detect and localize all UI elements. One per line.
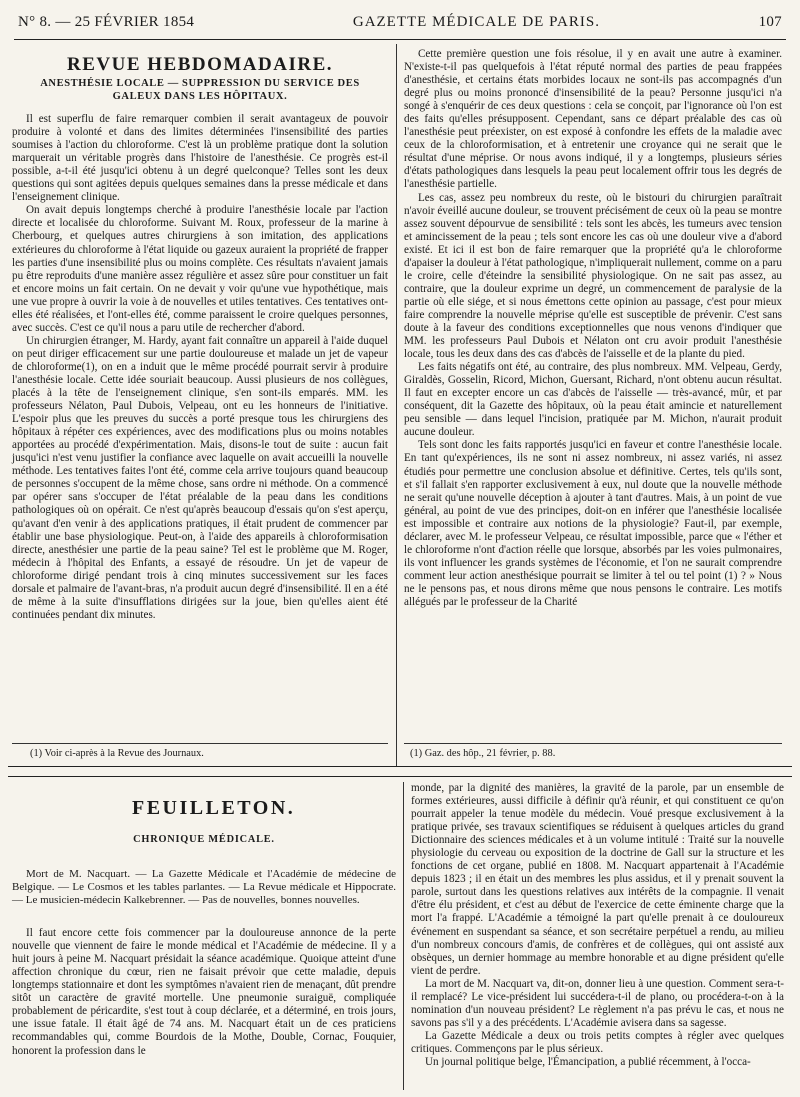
journal-title: GAZETTE MÉDICALE DE PARIS.	[352, 14, 600, 30]
paragraph: Les faits négatifs ont été, au contraire, des plus nombreux. MM. Velpeau, Gerdy, Giraldès, Gosselin, Ricord, Michon, Guersant, Richard, n'ont obtenu aucun résultat. Il faut en excepter encore un cas d'abcès de l'aisselle — très-avancé, mûr, et par conséquent, dit la Gazette des hôpitaux, où la peau était amincie et naturellement peu sensible — dans lequel l'incision, pratiquée par M. Michon, n'aurait produit aucune douleur.	[404, 361, 782, 439]
paragraph: Un chirurgien étranger, M. Hardy, ayant fait connaître un appareil à l'aide duquel on peut diriger efficacement sur une partie douloureuse et malade un jet de vapeur de chloroforme(1), on en a induit que le même procédé pourrait servir à produire l'anesthésie locale. Cette idée souriait beaucoup. Aussi plusieurs de nos collègues, placés à la tête de l'enseignement clinique, s'en sont-ils emparés. MM. les professeurs Nélaton, Paul Dubois, Velpeau, ont eu les honneurs de l'initiative. L'espoir plus que les preuves du succès a porté presque tous les chirurgiens des hôpitaux à répéter ces expériences, avec des modifications plus ou moins notables apportées au procédé d'expérimentation. Mais, disons-le tout de suite : aucun fait jusqu'ici n'est venu justifier la confiance avec laquelle on avait accueilli la nouvelle méthode. Les tentatives faites l'ont été, comme cela arrive toujours quand beaucoup de personnes s'occupent de la même chose, sans ordre ni méthode. On a commencé par opérer sans s'occuper de l'état préalable de la peau dans les conditions pathologiques où on opérait. Ce n'est qu'après beaucoup d'essais qu'on s'est aperçu, qu'avant d'en venir à des applications pratiques, il était prudent de commencer par établir une base physiologique. Peut-on, à l'aide des appareils à chloroformisation directe, anesthésier une partie de la peau saine? Tel est le problème que M. Roger, médecin à l'hôpital des Enfants, a essayé de résoudre. Un jet de vapeur de chloroforme dirigé pendant trois à cinq minutes successivement sur les faces dorsale et palmaire de l'avant-bras, n'a produit aucun degré d'insensibilité. Il en a été de même à la suite d'insufflations dirigées sur la joue, bien qu'elles aient été continuées pendant dix minutes.	[12, 334, 388, 621]
paragraph: Les cas, assez peu nombreux du reste, où le bistouri du chirurgien paraîtrait n'avoir éveillé aucune douleur, se trouvent précisément de ceux où la peau se montre assez souvent dépourvue de sensibilité : tels sont les abcès, les tumeurs avec tension et amincissement de la peau ; tels sont encore les cas où une douleur vive a d'abord existé. Et ici il est bon de faire remarquer que la propriété qu'a le chloroforme d'apaiser la douleur à l'état pathologique, n'impliquerait nullement, comme on a paru le croire, celle d'éteindre la sensibilité physiologique. On ne sait pas assez, au contraire, que la douleur exprime un degré, un commencement de paralysie de la partie où elle siége, et si nous émettons cette opinion au passage, c'est pour mieux faire comprendre la nouvelle méprise qu'elle est susceptible de prévenir. C'est sans doute à la faveur des conditions exceptionnelles que nous venons d'indiquer que MM. les professeurs Paul Dubois et Nélaton ont cru avoir produit l'anesthésie locale, tous les deux dans des cas d'abcès de l'aisselle et de la plante du pied.	[404, 191, 782, 361]
footnote-rule-left	[12, 743, 388, 744]
footnote-rule-right	[404, 743, 782, 744]
paragraph: Il est superflu de faire remarquer combien il serait avantageux de pouvoir produire à volonté et dans des limites déterminées l'insensibilité des parties soumises à l'action du chloroforme. C'est là un problème pratique dont la solution marquerait un véritable progrès dans l'histoire de l'anesthésie. Ce progrès est-il possible, a-t-il été jusqu'ici obtenu à un degré quelconque? Telles sont les deux questions qui sont agitées depuis quelques semaines dans la presse médicale et dans l'enseignement clinique.	[12, 113, 388, 204]
feuilleton-left-column	[12, 788, 396, 1058]
revue-left-column	[12, 52, 388, 622]
revue-title: REVUE HEBDOMADAIRE.	[66, 54, 334, 75]
revue-right-column	[404, 48, 782, 609]
paragraph: On avait depuis longtemps cherché à produire l'anesthésie locale par l'action directe et localisée du chloroforme. Suivant M. Roux, professeur de la marine à Cherbourg, et quelques autres chirurgiens à son imitation, des applications extérieures du chloroforme à l'état liquide ou gazeux auraient la propriété de frapper les parties d'une insensibilité plus ou moins complète. Ces résultats n'avaient jamais pu être reproduits d'une manière assez régulière et assez sûre pour constituer un fait et encore moins un fait certain. On ne devait y voir qu'une vue hypothétique, mais une vue propre à ouvrir la voie à de nouvelles et utiles tentatives. Ces tentatives ont-elles été réalisées, et l'ont-elles été, comme paraissent le croire quelques personnes, avec succès. C'est ce qu'il nous a paru utile de rechercher d'abord.	[12, 204, 388, 334]
header-rule	[14, 39, 786, 40]
chronique-heading: CHRONIQUE MÉDICALE.	[133, 834, 275, 846]
paragraph: La mort de M. Nacquart va, dit-on, donner lieu à une question. Comment sera-t-il remplacé? Le vice-président lui succédera-t-il de plano, ou procédera-t-on à la nomination d'un nouveau président? Le règlement n'a pas prévu le cas, et nous ne savons pas s'il y a des précédents. L'Académie avisera dans sa sagesse.	[411, 977, 784, 1029]
paragraph: Tels sont donc les faits rapportés jusqu'ici en faveur et contre l'anesthésie locale. En tant qu'expériences, ils ne sont ni assez nombreux, ni assez variés, ni assez étudiés pour permettre une conclusion absolue et définitive. Certes, tels qu'ils sont, et s'il fallait s'en rapporter exclusivement à eux, nul doute que la nouvelle méthode ne serait qu'une nouvelle déception à ajouter à tant d'autres. Mais, à un point de vue général, au point de vue des principes, doit-on en inférer que l'anesthésie localisée est impossible et contraire aux notions de la physiologie? Faut-il, par exemple, déclarer, avec M. le professeur Velpeau, ce résultat impossible, parce que « l'éther et le chloroforme n'ont d'action réelle que lorsque, absorbés par les voies pulmonaires, ils vont influencer les grands systèmes de l'économie, et l'on ne saurait comprendre comment leur action anesthésique pourrait se limiter à tel ou tel point (1) ? » Nous ne le pensons pas, et nous dirons même que nous pensons le contraire. Les motifs allégués par le professeur de la Charité	[404, 439, 782, 608]
paragraph: Il faut encore cette fois commencer par la douloureuse annonce de la perte nouvelle que viennent de faire le monde médical et l'Académie de médecine. Il y a huit jours à peine M. Nacquart présidait la séance académique. Quoique atteint d'une affection chronique du cœur, rien ne faisait prévoir que cette maladie, depuis longtemps stationnaire et dont les symptômes n'avaient rien de menaçant, dût prendre sitôt un caractère de gravité mortelle. Une pneumonie suraiguë, compliquée probablement de péricardite, s'est tout à coup déclarée, et a déterminé, en trois jours, une issue fatale. Il était âgé de 74 ans. M. Nacquart était un de ces praticiens recommandables qui, comme Bourdois de la Mothe, Double, Cornac, Fouquier, honorent la profession dans le	[12, 927, 396, 1057]
page-number: 107	[758, 14, 782, 30]
feuilleton-right-column	[411, 782, 784, 1069]
paragraph: Un journal politique belge, l'Émancipation, a publié récemment, à l'occa-	[425, 1055, 751, 1068]
footnote-right: (1) Gaz. des hôp., 21 février, p. 88.	[410, 748, 556, 759]
column-divider-bottom	[403, 782, 404, 1090]
footnote-left: (1) Voir ci-après à la Revue des Journaux.	[30, 748, 204, 759]
chronique-summary: Mort de M. Nacquart. — La Gazette Médicale et l'Académie de médecine de Belgique. — Le Cosmos et les tables parlantes. — La Revue médicale et Hippocrate. — Le musicien-médecin Kalkebrenner. — Pas de nouvelles, bonnes nouvelles.	[12, 868, 396, 907]
issue-date: N° 8. — 25 FÉVRIER 1854	[18, 14, 195, 30]
feuilleton-title: FEUILLETON.	[132, 797, 296, 819]
column-divider-top	[396, 44, 397, 766]
paragraph: monde, par la dignité des manières, la gravité de la parole, par un ensemble de formes extérieures, aussi difficile à définir qu'à réunir, et qui constituent ce qu'on pourrait appeler la tenue modèle du médecin. Voué presque exclusivement à la pratique privée, ses travaux scientifiques se réduisent à quelques articles du grand Dictionnaire des sciences médicales et à un volume intitulé : Traité sur la nouvelle physiologie du cerveau ou exposition de la doctrine de Gall sur la structure et les fonctions de cet organe, publié en 1808. M. Nacquart appartenait à l'Académie depuis 1823 ; il en était un des membres les plus assidus, et il y prenait souvent la parole, surtout dans les questions relatives aux intérêts de la compagnie. Il venait d'être élu président, et c'est au début de l'exercice de cette éminente charge que la mort l'a frappé. L'Académie a témoigné la part qu'elle prenait à ce douloureux événement en suspendant sa séance, et son secrétaire perpétuel a rendu, au milieu d'un nombreux concours d'amis, de confrères et de collègues, qui ont assisté aux obsèques, un dernier hommage au membre honorable et au digne président qu'elle vient de perdre.	[411, 782, 784, 977]
feuilleton-separator-2	[8, 776, 792, 777]
paragraph: Cette première question une fois résolue, il y en avait une autre à examiner. N'existe-t-il pas quelquefois à l'état réputé normal des parties de peau frappées d'anesthésie, et certains états morbides locaux ne sont-ils pas accompagnés d'un degré plus ou moins prononcé d'insensibilité de la peau? Personne jusqu'ici n'a songé à s'enquérir de ces deux questions : cela se conçoit, par l'ignorance où l'on est des faits qu'elles présupposent. Cependant, sans ce départ préalable des cas où l'anesthésie peut préexister, on est exposé à confondre les effets de la maladie avec ceux de la chloroformisation, et à entretenir une croyance qui ne serait que le résultat d'une méprise. Or nous avons indiqué, il y a longtemps, plusieurs séries d'états pathologiques dans lesquels la peau peut localement offrir tous les degrés de l'anesthésie partielle.	[404, 48, 782, 191]
running-head	[18, 14, 782, 36]
feuilleton-separator	[8, 766, 792, 767]
revue-subtitle: ANESTHÉSIE LOCALE — SUPPRESSION DU SERVICE DES GALEUX DANS LES HÔPITAUX.	[40, 78, 360, 103]
paragraph: La Gazette Médicale a deux ou trois petits comptes à régler avec quelques critiques. Commençons par le plus sérieux.	[411, 1029, 784, 1055]
